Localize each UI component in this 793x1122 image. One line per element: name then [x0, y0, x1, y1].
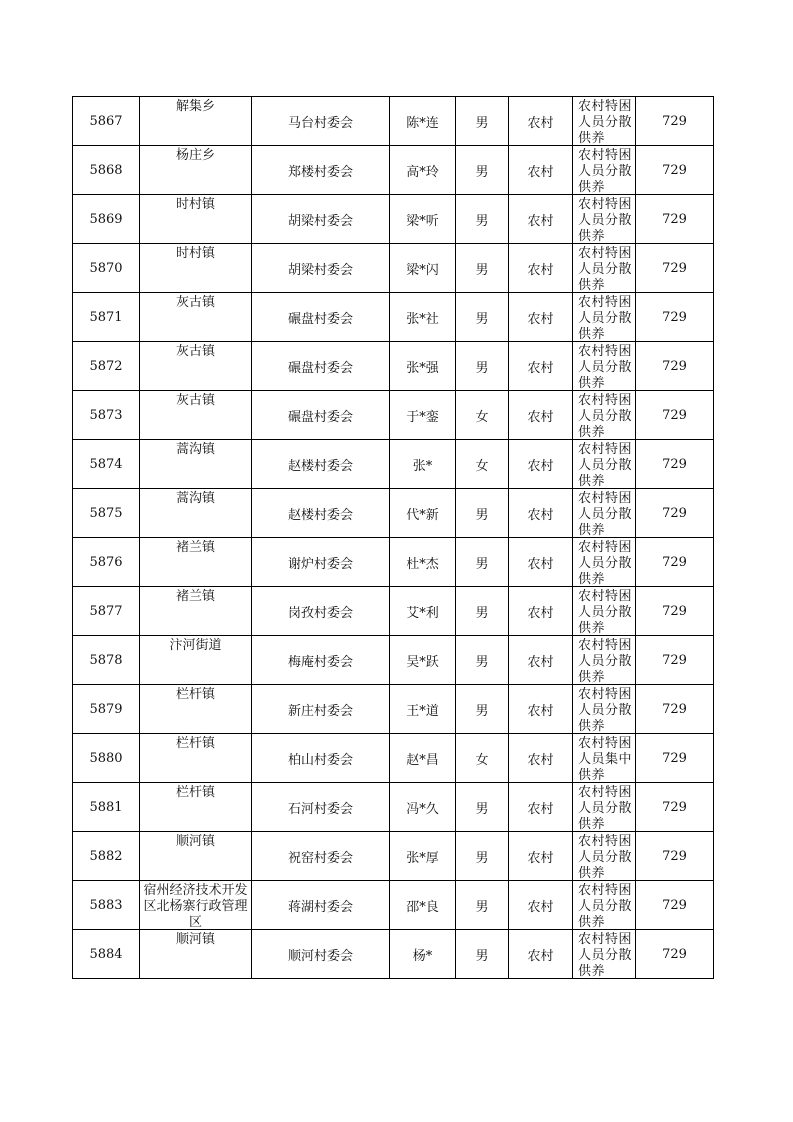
cell-category-text: 农村特困人员分散供养 [578, 147, 633, 194]
cell-id: 5877 [73, 587, 140, 636]
cell-area: 农村 [509, 489, 573, 538]
cell-amount: 729 [636, 97, 714, 146]
cell-area: 农村 [509, 685, 573, 734]
cell-town [140, 636, 252, 685]
cell-name: 梁*闪 [390, 244, 456, 293]
cell-town-text: 蒿沟镇 [175, 441, 215, 457]
cell-amount: 729 [636, 832, 714, 881]
cell-name: 陈*连 [390, 97, 456, 146]
cell-category-text: 农村特困人员分散供养 [578, 539, 633, 586]
cell-area: 农村 [509, 538, 573, 587]
cell-town [140, 538, 252, 587]
cell-gender: 女 [456, 440, 509, 489]
cell-town-text: 汴河街道 [169, 637, 222, 653]
cell-village: 胡梁村委会 [252, 195, 390, 244]
cell-town [140, 146, 252, 195]
cell-id: 5883 [73, 881, 140, 930]
cell-village: 碾盘村委会 [252, 342, 390, 391]
cell-category [573, 783, 636, 832]
cell-town [140, 685, 252, 734]
cell-gender: 男 [456, 832, 509, 881]
cell-village: 柏山村委会 [252, 734, 390, 783]
cell-area: 农村 [509, 342, 573, 391]
cell-id: 5876 [73, 538, 140, 587]
cell-town [140, 342, 252, 391]
cell-category-text: 农村特困人员分散供养 [578, 637, 633, 684]
cell-village: 胡梁村委会 [252, 244, 390, 293]
cell-category-text: 农村特困人员分散供养 [578, 686, 633, 733]
cell-gender: 男 [456, 636, 509, 685]
cell-town-text: 褚兰镇 [175, 588, 215, 604]
cell-name: 吴*跃 [390, 636, 456, 685]
table-row [73, 195, 714, 244]
cell-gender: 男 [456, 97, 509, 146]
cell-gender: 女 [456, 734, 509, 783]
cell-category-text: 农村特困人员分散供养 [578, 392, 633, 439]
cell-village: 祝窑村委会 [252, 832, 390, 881]
cell-village: 新庄村委会 [252, 685, 390, 734]
cell-town-text: 灰古镇 [175, 343, 215, 359]
cell-id: 5870 [73, 244, 140, 293]
cell-gender: 男 [456, 930, 509, 979]
cell-category [573, 636, 636, 685]
cell-id: 5874 [73, 440, 140, 489]
cell-category [573, 342, 636, 391]
cell-name: 赵*昌 [390, 734, 456, 783]
cell-name: 艾*利 [390, 587, 456, 636]
cell-amount: 729 [636, 881, 714, 930]
cell-id: 5881 [73, 783, 140, 832]
cell-name: 梁*听 [390, 195, 456, 244]
table-row [73, 97, 714, 146]
cell-gender: 男 [456, 587, 509, 636]
cell-village: 谢炉村委会 [252, 538, 390, 587]
cell-area: 农村 [509, 391, 573, 440]
cell-category-text: 农村特困人员分散供养 [578, 294, 633, 341]
cell-amount: 729 [636, 489, 714, 538]
cell-town-text: 灰古镇 [175, 294, 215, 310]
cell-name: 张*强 [390, 342, 456, 391]
table-row [73, 783, 714, 832]
cell-town [140, 587, 252, 636]
cell-category [573, 930, 636, 979]
cell-village: 碾盘村委会 [252, 293, 390, 342]
cell-village: 岗孜村委会 [252, 587, 390, 636]
cell-category [573, 195, 636, 244]
cell-village: 梅庵村委会 [252, 636, 390, 685]
cell-category [573, 832, 636, 881]
cell-id: 5882 [73, 832, 140, 881]
cell-category [573, 587, 636, 636]
cell-category [573, 685, 636, 734]
cell-area: 农村 [509, 195, 573, 244]
cell-town-text: 顺河镇 [175, 833, 215, 849]
table-row [73, 930, 714, 979]
cell-town [140, 195, 252, 244]
cell-id: 5884 [73, 930, 140, 979]
cell-area: 农村 [509, 244, 573, 293]
table-row [73, 538, 714, 587]
cell-town-text: 灰古镇 [175, 392, 215, 408]
table-row [73, 293, 714, 342]
cell-amount: 729 [636, 146, 714, 195]
cell-village: 马台村委会 [252, 97, 390, 146]
cell-name: 杨* [390, 930, 456, 979]
cell-village: 蒋湖村委会 [252, 881, 390, 930]
table-row [73, 440, 714, 489]
cell-area: 农村 [509, 587, 573, 636]
cell-amount: 729 [636, 930, 714, 979]
cell-amount: 729 [636, 734, 714, 783]
cell-id: 5880 [73, 734, 140, 783]
cell-village: 赵楼村委会 [252, 489, 390, 538]
cell-area: 农村 [509, 734, 573, 783]
cell-name: 张* [390, 440, 456, 489]
cell-category-text: 农村特困人员分散供养 [578, 196, 633, 243]
table-row [73, 391, 714, 440]
cell-amount: 729 [636, 195, 714, 244]
cell-town [140, 783, 252, 832]
cell-town-text: 栏杆镇 [175, 784, 215, 800]
table-row [73, 244, 714, 293]
cell-area: 农村 [509, 293, 573, 342]
cell-village: 石河村委会 [252, 783, 390, 832]
cell-category [573, 146, 636, 195]
cell-area: 农村 [509, 97, 573, 146]
cell-category [573, 97, 636, 146]
cell-category [573, 538, 636, 587]
cell-name: 杜*杰 [390, 538, 456, 587]
cell-gender: 男 [456, 489, 509, 538]
cell-town [140, 832, 252, 881]
cell-town [140, 244, 252, 293]
relief-table [72, 96, 714, 979]
cell-town-text: 蒿沟镇 [175, 490, 215, 506]
table-row [73, 146, 714, 195]
cell-area: 农村 [509, 440, 573, 489]
cell-amount: 729 [636, 587, 714, 636]
cell-town [140, 440, 252, 489]
cell-town-text: 宿州经济技术开发区北杨寨行政管理区 [143, 882, 248, 929]
cell-category-text: 农村特困人员分散供养 [578, 931, 633, 978]
cell-area: 农村 [509, 783, 573, 832]
cell-gender: 男 [456, 342, 509, 391]
cell-category-text: 农村特困人员分散供养 [578, 588, 633, 635]
cell-town-text: 顺河镇 [175, 931, 215, 947]
cell-amount: 729 [636, 440, 714, 489]
table-row [73, 489, 714, 538]
cell-category [573, 734, 636, 783]
cell-category [573, 293, 636, 342]
cell-category-text: 农村特困人员分散供养 [578, 882, 633, 929]
cell-amount: 729 [636, 293, 714, 342]
cell-gender: 男 [456, 881, 509, 930]
table-row [73, 685, 714, 734]
cell-gender: 男 [456, 538, 509, 587]
cell-amount: 729 [636, 685, 714, 734]
cell-id: 5879 [73, 685, 140, 734]
table-row [73, 587, 714, 636]
cell-id: 5873 [73, 391, 140, 440]
cell-town [140, 489, 252, 538]
cell-name: 冯*久 [390, 783, 456, 832]
table-body [73, 97, 714, 979]
cell-name: 高*玲 [390, 146, 456, 195]
cell-name: 张*社 [390, 293, 456, 342]
cell-gender: 男 [456, 195, 509, 244]
cell-category-text: 农村特困人员分散供养 [578, 833, 633, 880]
cell-id: 5867 [73, 97, 140, 146]
cell-id: 5871 [73, 293, 140, 342]
cell-category [573, 244, 636, 293]
cell-town-text: 栏杆镇 [175, 735, 215, 751]
cell-id: 5878 [73, 636, 140, 685]
cell-town-text: 解集乡 [175, 98, 215, 114]
cell-town [140, 930, 252, 979]
cell-area: 农村 [509, 930, 573, 979]
cell-category-text: 农村特困人员分散供养 [578, 343, 633, 390]
cell-gender: 男 [456, 244, 509, 293]
cell-category-text: 农村特困人员分散供养 [578, 490, 633, 537]
cell-gender: 男 [456, 783, 509, 832]
cell-gender: 男 [456, 293, 509, 342]
cell-name: 邵*良 [390, 881, 456, 930]
cell-gender: 女 [456, 391, 509, 440]
cell-id: 5872 [73, 342, 140, 391]
cell-category-text: 农村特困人员分散供养 [578, 784, 633, 831]
table-row [73, 734, 714, 783]
cell-village: 赵楼村委会 [252, 440, 390, 489]
cell-category-text: 农村特困人员分散供养 [578, 98, 633, 145]
cell-area: 农村 [509, 832, 573, 881]
cell-area: 农村 [509, 636, 573, 685]
cell-category-text: 农村特困人员集中供养 [578, 735, 633, 782]
cell-amount: 729 [636, 244, 714, 293]
cell-gender: 男 [456, 685, 509, 734]
cell-name: 代*新 [390, 489, 456, 538]
table-row [73, 881, 714, 930]
cell-category-text: 农村特困人员分散供养 [578, 245, 633, 292]
cell-name: 张*厚 [390, 832, 456, 881]
table-row [73, 832, 714, 881]
cell-area: 农村 [509, 146, 573, 195]
cell-category [573, 440, 636, 489]
cell-town [140, 734, 252, 783]
cell-town-text: 时村镇 [175, 245, 215, 261]
cell-village: 郑楼村委会 [252, 146, 390, 195]
cell-gender: 男 [456, 146, 509, 195]
cell-town [140, 881, 252, 930]
table-row [73, 636, 714, 685]
cell-village: 顺河村委会 [252, 930, 390, 979]
cell-town [140, 293, 252, 342]
cell-town [140, 391, 252, 440]
cell-id: 5875 [73, 489, 140, 538]
cell-amount: 729 [636, 342, 714, 391]
cell-id: 5869 [73, 195, 140, 244]
cell-name: 王*道 [390, 685, 456, 734]
cell-amount: 729 [636, 391, 714, 440]
cell-area: 农村 [509, 881, 573, 930]
cell-amount: 729 [636, 538, 714, 587]
cell-town-text: 杨庄乡 [175, 147, 215, 163]
cell-village: 碾盘村委会 [252, 391, 390, 440]
cell-category [573, 489, 636, 538]
cell-town-text: 时村镇 [175, 196, 215, 212]
cell-amount: 729 [636, 783, 714, 832]
cell-category-text: 农村特困人员分散供养 [578, 441, 633, 488]
cell-town-text: 栏杆镇 [175, 686, 215, 702]
table-row [73, 342, 714, 391]
cell-id: 5868 [73, 146, 140, 195]
cell-category [573, 881, 636, 930]
cell-amount: 729 [636, 636, 714, 685]
cell-town [140, 97, 252, 146]
cell-town-text: 褚兰镇 [175, 539, 215, 555]
cell-category [573, 391, 636, 440]
cell-name: 于*銮 [390, 391, 456, 440]
